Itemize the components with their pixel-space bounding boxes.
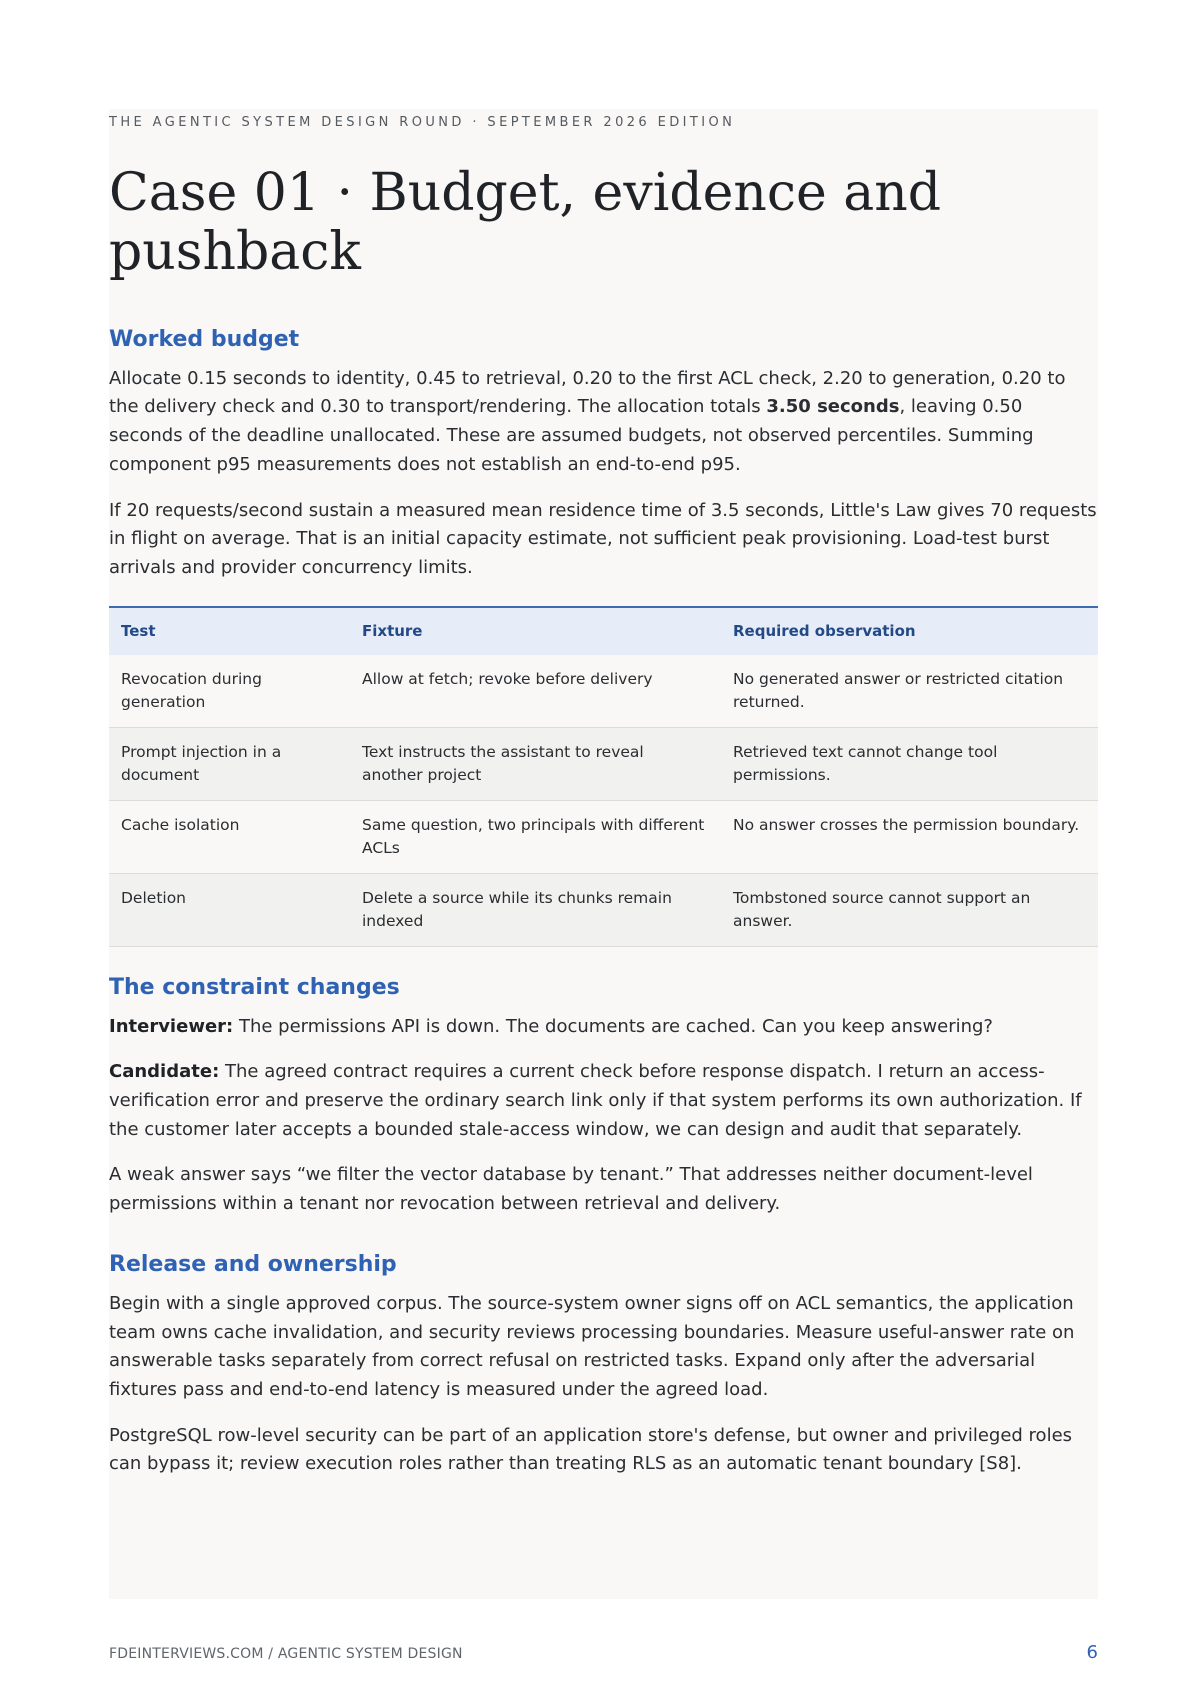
budget-text-a: Allocate 0.15 seconds to identity, 0.45 to retrieval, 0.20 to the first ACL check, 2.20 to generation, 0.20 to the delivery check and 0.30 to transport/rendering. The allocation totals: [109, 367, 1066, 418]
budget-paragraph: [109, 365, 1098, 480]
table-cell: Allow at fetch; revoke before delivery: [350, 655, 721, 728]
interviewer-paragraph: [109, 1013, 1098, 1042]
table-cell: Same question, two principals with different ACLs: [350, 800, 721, 873]
edition-eyebrow: THE AGENTIC SYSTEM DESIGN ROUND · SEPTEMBER 2026 EDITION: [109, 115, 736, 130]
table-cell: Cache isolation: [109, 800, 350, 873]
budget-text-b: , leaving 0.50 seconds of the deadline unallocated. These are assumed budgets, not observed percentiles. Summing component p95 measurements does not establish an end-to-end p95.: [109, 396, 1034, 475]
page-content: [109, 109, 1098, 1479]
table-cell: Retrieved text cannot change tool permissions.: [721, 727, 1098, 800]
interviewer-label: Interviewer:: [109, 1015, 234, 1037]
table-cell: Deletion: [109, 873, 350, 946]
footer-source: FDEINTERVIEWS.COM / AGENTIC SYSTEM DESIGN: [109, 1646, 463, 1662]
test-fixture-table: [109, 606, 1098, 947]
littles-law-paragraph: If 20 requests/second sustain a measured mean residence time of 3.5 seconds, Little's Law gives 70 requests in flight on average. That is an initial capacity estimate, not sufficient peak provisioning. Load-test burst arrivals and provider concurrency limits.: [109, 499, 1097, 578]
table-cell: Text instructs the assistant to reveal another project: [350, 727, 721, 800]
weak-answer-paragraph: A weak answer says “we filter the vector database by tenant.” That addresses neither document-level permissions within a tenant nor revocation between retrieval and delivery.: [109, 1164, 1033, 1215]
table-row: [109, 727, 1098, 800]
table-cell: Prompt injection in a document: [109, 727, 350, 800]
release-paragraph: Begin with a single approved corpus. The source-system owner signs off on ACL semantics, the application team owns cache invalidation, and security reviews processing boundaries. Measure useful-answer rate on answerable tasks separately from correct refusal on restricted tasks. Expand only after the adversarial fixtures pass and end-to-end latency is measured under the agreed load.: [109, 1292, 1075, 1400]
candidate-paragraph: [109, 1058, 1098, 1144]
page-title: Case 01 · Budget, evidence and pushback: [109, 162, 942, 282]
table-cell: Delete a source while its chunks remain indexed: [350, 873, 721, 946]
page-number: 6: [1086, 1642, 1098, 1663]
table-cell: No generated answer or restricted citation returned.: [721, 655, 1098, 728]
section-heading-constraint-changes: The constraint changes: [109, 974, 400, 1000]
section-heading-release-ownership: Release and ownership: [109, 1251, 397, 1277]
interviewer-text: The permissions API is down. The documents are cached. Can you keep answering?: [233, 1015, 993, 1037]
budget-total: 3.50 seconds: [766, 396, 900, 418]
table-row: [109, 800, 1098, 873]
table-row: [109, 655, 1098, 728]
candidate-text: The agreed contract requires a current check before response dispatch. I return an access-verification error and preserve the ordinary search link only if that system performs its own authorization. If the customer later accepts a bounded stale-access window, we can design and audit that separately.: [109, 1061, 1082, 1140]
column-header-required-observation: Required observation: [721, 607, 1098, 655]
table-header-row: [109, 607, 1098, 655]
table-cell: Revocation during generation: [109, 655, 350, 728]
column-header-test: Test: [109, 607, 350, 655]
candidate-label: Candidate:: [109, 1061, 220, 1083]
table-cell: Tombstoned source cannot support an answer.: [721, 873, 1098, 946]
table-row: [109, 873, 1098, 946]
column-header-fixture: Fixture: [350, 607, 721, 655]
section-heading-worked-budget: Worked budget: [109, 326, 300, 352]
table-cell: No answer crosses the permission boundary.: [721, 800, 1098, 873]
rls-paragraph: PostgreSQL row-level security can be part of an application store's defense, but owner and privileged roles can bypass it; review execution roles rather than treating RLS as an automatic tenant boundary [S8].: [109, 1424, 1073, 1475]
